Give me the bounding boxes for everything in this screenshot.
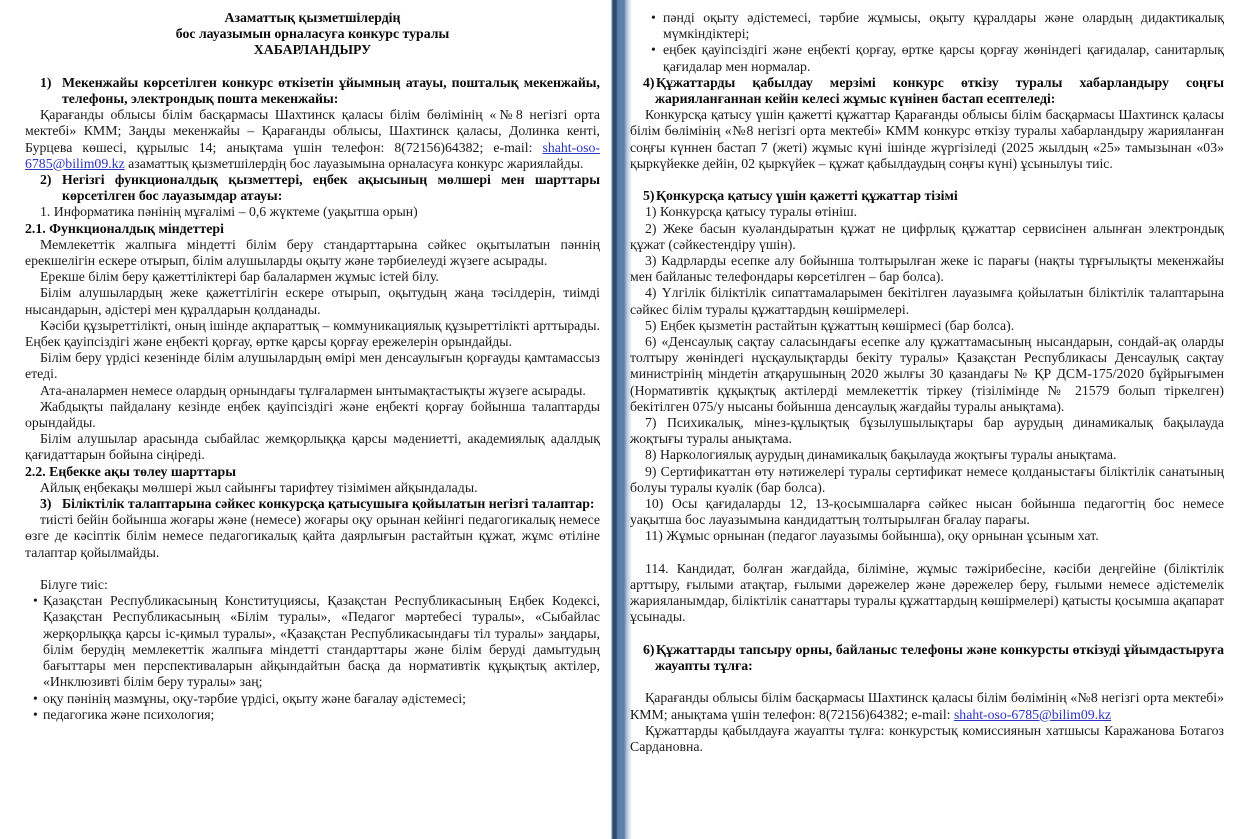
announcement-title-line: Азаматтық қызметшілердің xyxy=(224,10,401,25)
section-heading: 6) Құжаттарды тапсыру орны, байланыс телефоны және конкурсты өткізуді ұйымдастыруға жауапты тұлға: xyxy=(643,641,1224,674)
paragraph: 7) Психикалық, мінез-құлықтық бұзылушылықтары бар аурудың динамикалық бақылауда жоқтығы туралы анықтама. xyxy=(630,415,1224,447)
paragraph: Айлық еңбекақы мөлшері жыл сайынғы тарифтеу тізімімен айқындалады. xyxy=(40,479,478,495)
paragraph: 11) Жұмыс орнынан (педагог лауазымы бойынша), оқу орнынан ұсыным хат. xyxy=(645,528,1099,544)
email-link[interactable]: shaht-oso-6785@bilim09.kz xyxy=(25,139,600,171)
paragraph: 3) Кадрларды есепке алу бойынша толтырылған жеке іс парағы (нақты тұрғылықты мекенжайы мен байланыс телефондары көрсетілген – бар болса). xyxy=(630,253,1224,285)
paragraph: Кәсіби құзыреттілікті, оның ішінде ақпараттық – коммуникациялық құзыреттілікті арттырады. Еңбек қауіпсіздігі және еңбекті қорғау, өртке қарсы қорғау ережелерін орындайды. xyxy=(25,317,600,350)
subsection-heading: 2.1. Функционалдық міндеттері xyxy=(25,220,224,236)
paragraph: Қарағанды облысы білім басқармасы Шахтинск қаласы білім бөлімінің «№8 негізгі орта мектебі» КММ; анықтама үшін телефон: 8(72156)64382; e-mail: shaht-oso-6785@bilim09.kz xyxy=(630,690,1224,722)
section-heading: 4) Құжаттарды қабылдау мерзімі конкурс өткізу туралы хабарландыру соңғы жарияланғаннан кейін келесі жұмыс күнінен бастап есептеледі: xyxy=(643,74,1224,107)
paragraph: Құжаттарды қабылдауға жауапты тұлға: конкурстық комиссиянын хатшысы Каражанова Ботагоз Сардановна. xyxy=(630,722,1224,755)
page-divider xyxy=(611,0,632,839)
paragraph: Білім беру үрдісі кезенінде білім алушылардың өмірі мен денсаулығын қорғауды қамтамассыз етеді. xyxy=(25,350,600,382)
blank-line xyxy=(630,172,1224,188)
paragraph: Білім алушылардың жеке қажеттілігін ескере отырып, оқытудың жаңа тәсілдерін, тиімді нысандарын, әдістері мен құралдарын қолданады. xyxy=(25,285,600,317)
blank-line xyxy=(630,545,1224,561)
bullet-item: • пәнді оқыту әдістемесі, тәрбие жұмысы, оқыту құралдары және олардың дидактикалық мүмкіндіктері; xyxy=(630,10,1224,42)
paragraph: Конкурсқа қатысу үшін қажетті құжаттар Қарағанды облысы білім басқармасы Шахтинск қаласы білім бөлімінің «№8 негізгі орта мектебі» КММ конкурс өткізу туралы хабарландыру жарияланған соңғы күннен бастап 7 (жеті) жұмыс күні ішінде жүргізіледі (2025 жылдың «25» тамызынан «03» қыркүйекке дейін, 02 қыркүйек – құжат қабылдаудың соңғы күні) ұсынылуы тиіс. xyxy=(630,107,1224,171)
bullet-item: • еңбек қауіпсіздігі және еңбекті қорғау, өртке қарсы қорғау жөніндегі қағидалар, санитарлық қағидалар мен нормалар. xyxy=(630,42,1224,74)
paragraph: 8) Наркологиялық аурудың динамикалық бақылауда жоқтығы туралы анықтама. xyxy=(645,447,1117,463)
blank-line xyxy=(630,626,1224,642)
paragraph: 6) «Денсаулық сақтау саласындағы есепке алу құжаттамасының нысандарын, сондай-ақ оларды толтыру жөніндегі нұсқаулықтарды бекіту туралы» Қазақстан Республикасы Денсаулық сақтау министрінің міндетін атқарушының 2020 жылғы 30 қазандағы № ҚР ДСМ-175/2020 бұйрығымен (Нормативтік құқықтық актілерді мемлекеттік тіркеу (тізілімінде № 21579 болып тіркелген) бекітілген 075/у нысаны бойынша денсаулық жағдайы туралы анықтама). xyxy=(630,334,1224,414)
paragraph: 1) Конкурсқа қатысу туралы өтініш. xyxy=(645,204,858,220)
bullet-item: • педагогика және психология; xyxy=(25,707,600,723)
announcement-title-line: ХАБАРЛАНДЫРУ xyxy=(253,42,372,58)
heading-number: 5) xyxy=(643,188,655,204)
paragraph: Мемлекеттік жалпыға міндетті білім беру стандарттарына сәйкес оқытылатын пәннің ерекшелігін ескере отырып, білім алушыларды оқыту және тәрбиелеуді жүзеге асырады. xyxy=(25,236,600,269)
heading-number: 4) xyxy=(643,74,655,90)
paragraph: 10) Осы қағидаларды 12, 13-қосымшаларға сәйкес нысан бойынша педагогтің бос немесе уақытша бос лауазымына кандидаттың толтырылған бғалау парағы. xyxy=(630,496,1224,528)
paragraph: тиісті бейін бойынша жоғары және (немесе) жоғары оқу орынан кейінгі педагогикалық немесе өзге де кәсіптік білім немесе педагогикалық қайта даярлығын растайтын құжат, жұмс өтіліне талаптар қойылмайды. xyxy=(25,512,600,560)
paragraph: 5) Еңбек қызметін растайтын құжаттың көшірмесі (бар болса). xyxy=(645,317,1015,333)
email-link[interactable]: shaht-oso-6785@bilim09.kz xyxy=(953,706,1112,722)
paragraph: Білуге тиіс: xyxy=(40,577,108,593)
bullet-item: • оқу пәнінің мазмұны, оқу-тәрбие үрдісі, оқыту және бағалау әдістемесі; xyxy=(25,691,600,707)
heading-number: 2) xyxy=(40,172,52,188)
heading-number: 6) xyxy=(643,641,655,657)
paragraph: Ерекше білім беру қажеттіліктері бар балалармен жұмыс істей білу. xyxy=(40,269,439,285)
heading-number: 1) xyxy=(40,74,52,90)
paragraph: 4) Үлгілік біліктілік сипаттамаларымен бекітілген лауазымға қойылатын біліктілік талаптарына сәйкес білім туралы құжаттардың көшірмелері. xyxy=(630,285,1224,317)
announcement-title-line: бос лауазымын орналасуға конкурс туралы xyxy=(175,26,450,42)
blank-line xyxy=(25,59,600,75)
bullet-item: • Қазақстан Республикасының Конституциясы, Қазақстан Республикасының Еңбек Кодексі, Қазақстан Республикасының «Білім туралы», «Педагог мәртебесі туралы», «Сыбайлас жерқорлыққа қарсы іс-қимыл туралы», «Қазақстан Республикасындағы тіл туралы» заңдары, білім берудің мемлекеттік жалпыға міндетті стандарттары және білім беруді дамытудың бағыттары мен перспективаларын айқындайтын басқа да нормативтік құқықтық актілер, «Инклюзивті білім беру туралы» заң; xyxy=(25,593,600,690)
blank-line xyxy=(25,561,600,577)
paragraph: Жабдықты пайдалану кезінде еңбек қауіпсіздігі және еңбекті қорғау бойынша талаптарды орындайды. xyxy=(25,398,600,431)
page-2-column xyxy=(630,0,1237,755)
section-heading: 2) Негізгі функционалдық қызметтері, еңбек ақысының мөлшері мен шарттары көрсетілген бос лауазымдар атауы: xyxy=(40,172,600,204)
page-1-column xyxy=(0,0,612,723)
subsection-heading: 2.2. Еңбекке ақы төлеу шарттары xyxy=(25,463,236,479)
paragraph: 1. Информатика пәнінің мұғалімі – 0,6 жүктеме (уақытша орын) xyxy=(40,204,418,220)
paragraph: 2) Жеке басын куәландыратын құжат не цифрлық құжаттар сервисінен алынған электрондық құжат (сәйкестендіру үшін). xyxy=(630,220,1224,252)
paragraph: Қарағанды облысы білім басқармасы Шахтинск қаласы білім бөлімінің «№8 негізгі орта мектебі» КММ; Заңды мекенжайы – Қарағанды облысы, Шахтинск қаласы, Долинка кенті, Бурцева көшесі, құрылыс 14; анықтама үшін телефон: 8(72156)64382; e-mail: shaht-oso-6785@bilim09.kz азаматтық қызметшілердің бос лауазымына орналасуға конкурс жариялайды. xyxy=(25,107,600,171)
paragraph: Білім алушылар арасында сыбайлас жемқорлыққа қарсы мәдениетті, академиялық адалдық қағидаттарын бойына сіңіреді. xyxy=(25,431,600,463)
paragraph: 114. Кандидат, болған жағдайда, біліміне, жұмыс тәжірибесіне, кәсіби деңгейіне (біліктілік арттыру, ғылыми атақтар, ғылыми дәрежелер және дәрежелер беру, ғылыми немесе әдістемелік жарияланымдар, біліктілік санаттары туралы құжаттардың көшірмелері) қатысты қосымша ақапарат ұсынады. xyxy=(630,560,1224,625)
paragraph: Ата-аналармен немесе олардың орнындағы тұлғалармен ынтымақтастықты жүзеге асырады. xyxy=(40,382,586,398)
section-heading: 1) Мекенжайы көрсетілген конкурс өткізетін ұйымның атауы, пошталық мекенжайы, телефоны, электрондық пошта мекенжайы: xyxy=(40,74,600,106)
blank-line xyxy=(630,674,1224,690)
section-heading: 5) Қонкурсқа қатысу үшін қажетті құжаттар тізімі xyxy=(643,188,958,204)
paragraph: 9) Сертификаттан өту нәтижелері туралы сертификат немесе қолданыстағы біліктілік санатының болуы туралы куәлік (бар болса). xyxy=(630,463,1224,495)
heading-number: 3) xyxy=(40,496,52,512)
section-heading: 3) Біліктілік талаптарына сәйкес конкурсқа қатысушыға қойылатын негізгі талаптар: xyxy=(40,496,595,512)
